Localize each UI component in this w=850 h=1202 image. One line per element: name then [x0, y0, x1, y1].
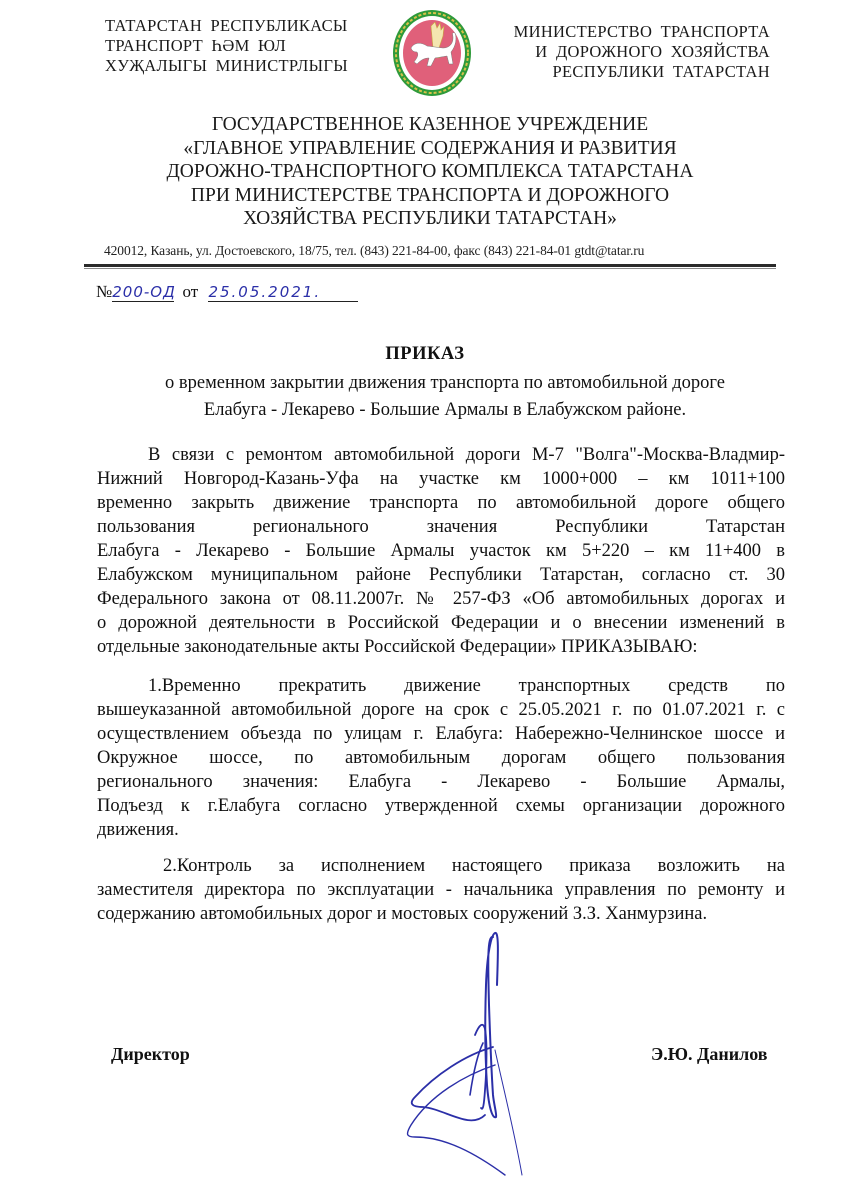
organization-line: ХОЗЯЙСТВА РЕСПУБЛИКИ ТАТАРСТАН» — [243, 208, 617, 229]
paragraph-line: регионального значения: Елабуга - Лекарево - Большие Армалы, — [97, 772, 785, 792]
organization-address: 420012, Казань, ул. Достоевского, 18/75, тел. (843) 221-84-00, факс (843) 221-84-01 gtdt@tatar.ru — [104, 243, 645, 258]
tatarstan-coat-of-arms-icon — [391, 8, 473, 98]
date-from-label: от — [182, 282, 199, 301]
order-item-1 — [97, 674, 785, 842]
letterhead-right-line: МИНИСТЕРСТВО ТРАНСПОРТА — [513, 22, 770, 41]
paragraph-line: 2.Контроль за исполнением настоящего приказа возложить на — [163, 856, 785, 876]
letterhead-left-line: ТРАНСПОРТ ҺӘМ ЮЛ — [105, 36, 286, 55]
registration-line — [96, 282, 358, 302]
paragraph-line: Окружное шоссе, по автомобильным дорогам общего пользования — [97, 748, 785, 768]
document-subtitle — [100, 370, 790, 424]
paragraph-line: временно закрыть движение транспорта по автомобильной дороге общего — [97, 493, 785, 513]
paragraph-line: вышеуказанной автомобильной дороге на срок с 25.05.2021 г. по 01.07.2021 г. с — [97, 700, 785, 720]
paragraph-line: осуществлением объезда по улицам г. Елабуга: Набережно-Челнинское шоссе и — [97, 724, 785, 744]
preamble-paragraph — [97, 443, 785, 659]
handwritten-signature-icon — [375, 925, 545, 1185]
subtitle-line: Елабуга - Лекарево - Большие Армалы в Елабужском районе. — [203, 400, 687, 420]
paragraph-line: Нижний Новгород-Казань-Уфа на участке км 1000+000 – км 1011+100 — [97, 469, 785, 489]
registration-date: 25.05.2021. — [208, 283, 358, 302]
letterhead-left-line: ТАТАРСТАН РЕСПУБЛИКАСЫ — [105, 16, 348, 35]
organization-line: ГОСУДАРСТВЕННОЕ КАЗЕННОЕ УЧРЕЖДЕНИЕ — [211, 114, 649, 135]
letterhead-divider — [84, 264, 776, 267]
order-item-2 — [97, 854, 785, 926]
paragraph-line: содержанию автомобильных дорог и мостовых сооружений З.З. Ханмурзина. — [97, 904, 708, 924]
letterhead-left-line: ХУҖАЛЫГЫ МИНИСТРЛЫГЫ — [105, 56, 348, 75]
document-title: ПРИКАЗ — [385, 344, 465, 364]
paragraph-line: о дорожной деятельности в Российской Федерации и о внесении изменений в — [97, 613, 785, 633]
letterhead-divider-thin — [84, 268, 776, 269]
organization-line: ПРИ МИНИСТЕРСТВЕ ТРАНСПОРТА И ДОРОЖНОГО — [190, 184, 670, 206]
organization-name — [100, 113, 760, 231]
paragraph-line: Подъезд к г.Елабуга согласно утвержденной схемы организации дорожного — [97, 796, 785, 816]
signatory-position: Директор — [111, 1044, 190, 1064]
organization-line: ДОРОЖНО-ТРАНСПОРТНОГО КОМПЛЕКСА ТАТАРСТАНА — [166, 161, 694, 182]
organization-line: «ГЛАВНОЕ УПРАВЛЕНИЕ СОДЕРЖАНИЯ И РАЗВИТИЯ — [183, 137, 677, 159]
paragraph-line: В связи с ремонтом автомобильной дороги М-7 "Волга"-Москва-Владмир- — [148, 445, 785, 465]
paragraph-line: Елабужском муниципальном районе Республики Татарстан, согласно ст. 30 — [97, 565, 785, 585]
subtitle-line: о временном закрытии движения транспорта по автомобильной дороге — [165, 373, 725, 393]
number-sign: № — [96, 282, 113, 301]
paragraph-line: Елабуга - Лекарево - Большие Армалы участок км 5+220 – км 11+400 в — [97, 541, 785, 561]
registration-number: 200-ОД — [112, 283, 176, 301]
paragraph-line: 1.Временно прекратить движение транспортных средств по — [148, 676, 785, 696]
letterhead-russian-ministry — [514, 22, 770, 82]
paragraph-line: отдельные законодательные акты Российской Федерации» ПРИКАЗЫВАЮ: — [97, 637, 698, 657]
letterhead-right-line: РЕСПУБЛИКИ ТАТАРСТАН — [552, 62, 770, 81]
letterhead-right-line: И ДОРОЖНОГО ХОЗЯЙСТВА — [535, 42, 770, 61]
paragraph-line: движения. — [97, 820, 179, 840]
signatory-name: Э.Ю. Данилов — [651, 1044, 768, 1064]
paragraph-line: заместителя директора по эксплуатации - начальника управления по ремонту и — [97, 880, 785, 900]
letterhead-tatar-ministry — [105, 16, 348, 76]
paragraph-line: Федерального закона от 08.11.2007г. № 257-ФЗ «Об автомобильных дорогах и — [97, 589, 785, 609]
paragraph-line: пользования регионального значения Республики Татарстан — [97, 517, 785, 537]
